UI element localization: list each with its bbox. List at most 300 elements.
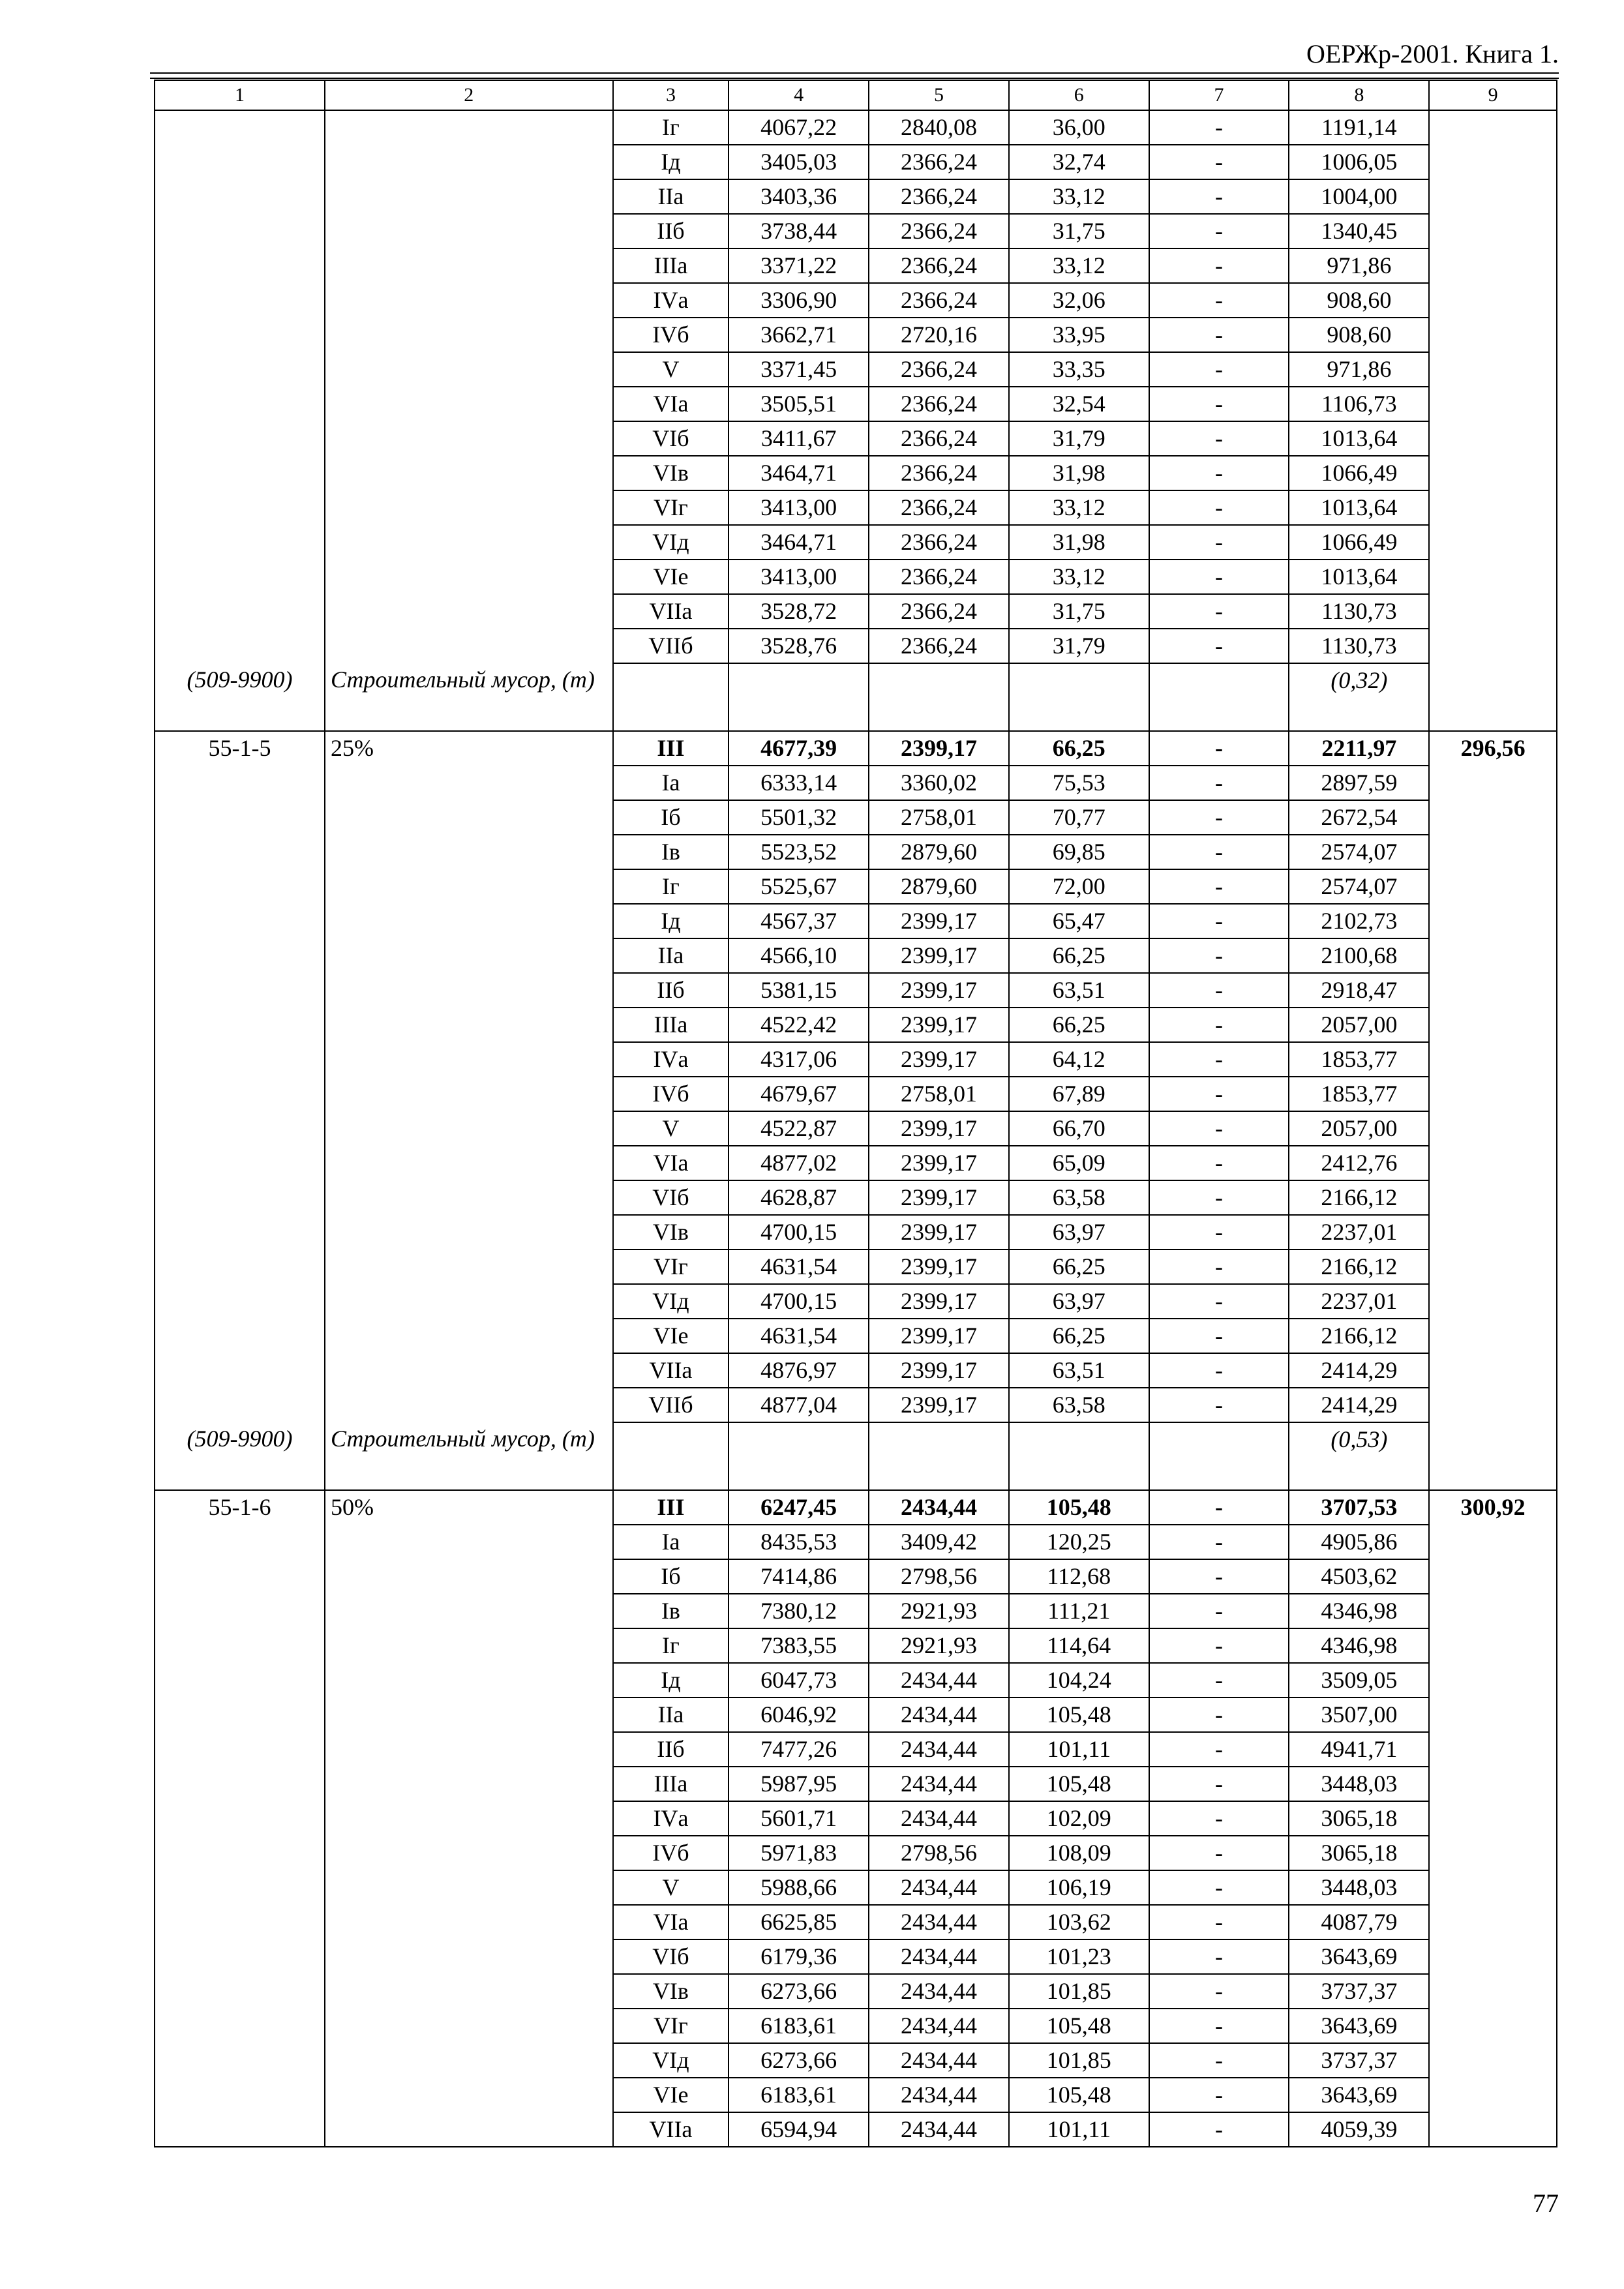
table-row	[155, 1939, 1557, 1974]
wage-cell	[869, 663, 1009, 731]
labor-cell	[1429, 1870, 1557, 1905]
zone-cell	[613, 1422, 729, 1490]
total-cell: 1340,45	[1289, 214, 1429, 248]
machine-cell: 31,79	[1009, 629, 1149, 663]
zone-cell: Iа	[613, 1525, 729, 1559]
zone-cell: VIг	[613, 1249, 729, 1284]
wage-cell: 3360,02	[869, 766, 1009, 800]
wage-cell: 2758,01	[869, 800, 1009, 835]
direct-cost-cell: 5381,15	[729, 973, 869, 1008]
machine-cell: 66,25	[1009, 1319, 1149, 1353]
wage-cell: 2399,17	[869, 1249, 1009, 1284]
materials-cell: -	[1149, 318, 1289, 352]
labor-cell	[1429, 629, 1557, 663]
labor-cell	[1429, 1008, 1557, 1042]
labor-cell: 296,56	[1429, 731, 1557, 766]
description-cell	[325, 110, 613, 145]
wage-cell: 2366,24	[869, 387, 1009, 421]
zone-cell: VIд	[613, 525, 729, 560]
wage-cell: 2399,17	[869, 1146, 1009, 1180]
materials-cell: -	[1149, 1732, 1289, 1767]
direct-cost-cell: 7414,86	[729, 1559, 869, 1594]
total-cell: 4346,98	[1289, 1628, 1429, 1663]
wage-cell: 2366,24	[869, 525, 1009, 560]
zone-cell: VIв	[613, 1974, 729, 2009]
materials-cell: -	[1149, 283, 1289, 318]
materials-cell: -	[1149, 1353, 1289, 1388]
machine-cell: 105,48	[1009, 1490, 1149, 1525]
wage-cell: 2366,24	[869, 456, 1009, 490]
zone-cell: VIг	[613, 490, 729, 525]
total-cell: 4059,39	[1289, 2112, 1429, 2147]
table-row	[155, 1698, 1557, 1732]
zone-cell: VIе	[613, 2078, 729, 2112]
labor-cell	[1429, 248, 1557, 283]
total-cell: 2414,29	[1289, 1388, 1429, 1422]
labor-cell	[1429, 1353, 1557, 1388]
machine-cell: 32,54	[1009, 387, 1149, 421]
zone-cell: VIд	[613, 2043, 729, 2078]
total-cell: 2100,68	[1289, 938, 1429, 973]
page-header	[150, 38, 1559, 70]
header-rule-bottom	[150, 78, 1559, 79]
labor-cell	[1429, 1077, 1557, 1111]
description-cell	[325, 2043, 613, 2078]
labor-cell	[1429, 145, 1557, 179]
direct-cost-cell: 3662,71	[729, 318, 869, 352]
wage-cell: 2434,44	[869, 1801, 1009, 1836]
code-cell	[155, 1180, 325, 1215]
wage-cell: 2399,17	[869, 1388, 1009, 1422]
zone-cell: Iд	[613, 145, 729, 179]
total-cell: 908,60	[1289, 318, 1429, 352]
labor-cell	[1429, 352, 1557, 387]
table-row	[155, 352, 1557, 387]
machine-cell: 104,24	[1009, 1663, 1149, 1698]
code-cell	[155, 1628, 325, 1663]
code-cell	[155, 352, 325, 387]
machine-cell: 106,19	[1009, 1870, 1149, 1905]
direct-cost-cell: 4522,87	[729, 1111, 869, 1146]
materials-cell: -	[1149, 1077, 1289, 1111]
labor-cell	[1429, 560, 1557, 594]
description-cell	[325, 1525, 613, 1559]
total-cell: 1066,49	[1289, 456, 1429, 490]
total-cell: 4905,86	[1289, 1525, 1429, 1559]
table-row	[155, 248, 1557, 283]
description-cell	[325, 456, 613, 490]
labor-cell	[1429, 973, 1557, 1008]
materials-cell: -	[1149, 1663, 1289, 1698]
description-cell	[325, 2112, 613, 2147]
zone-cell: IVа	[613, 283, 729, 318]
description-cell	[325, 2009, 613, 2043]
code-cell: (509-9900)	[155, 663, 325, 731]
direct-cost-cell: 5525,67	[729, 869, 869, 904]
code-cell	[155, 1559, 325, 1594]
description-cell	[325, 1215, 613, 1249]
zone-cell: IIб	[613, 973, 729, 1008]
labor-cell	[1429, 904, 1557, 938]
machine-cell: 70,77	[1009, 800, 1149, 835]
machine-cell	[1009, 663, 1149, 731]
wage-cell: 2366,24	[869, 594, 1009, 629]
table-row	[155, 629, 1557, 663]
zone-cell: VIа	[613, 1146, 729, 1180]
machine-cell: 31,98	[1009, 456, 1149, 490]
direct-cost-cell: 3371,22	[729, 248, 869, 283]
code-cell	[155, 938, 325, 973]
wage-cell: 2434,44	[869, 1767, 1009, 1801]
zone-cell: IIб	[613, 1732, 729, 1767]
code-cell	[155, 1111, 325, 1146]
wage-cell: 2399,17	[869, 973, 1009, 1008]
description-cell	[325, 1594, 613, 1628]
code-cell	[155, 835, 325, 869]
table-row	[155, 1146, 1557, 1180]
table-row	[155, 1525, 1557, 1559]
labor-cell	[1429, 387, 1557, 421]
table-row	[155, 145, 1557, 179]
code-cell	[155, 869, 325, 904]
table-row	[155, 1284, 1557, 1319]
table-row	[155, 560, 1557, 594]
wage-cell: 2921,93	[869, 1594, 1009, 1628]
description-cell	[325, 1628, 613, 1663]
total-cell: 1191,14	[1289, 110, 1429, 145]
total-cell: 2057,00	[1289, 1008, 1429, 1042]
code-cell	[155, 456, 325, 490]
wage-cell: 2758,01	[869, 1077, 1009, 1111]
table-row	[155, 1388, 1557, 1422]
labor-cell	[1429, 110, 1557, 145]
materials-cell	[1149, 663, 1289, 731]
table-body	[155, 110, 1557, 2147]
description-cell	[325, 1732, 613, 1767]
wage-cell: 2434,44	[869, 2043, 1009, 2078]
direct-cost-cell: 4631,54	[729, 1319, 869, 1353]
labor-cell	[1429, 1974, 1557, 2009]
description-cell	[325, 1180, 613, 1215]
materials-cell: -	[1149, 456, 1289, 490]
wage-cell: 2366,24	[869, 283, 1009, 318]
total-cell: 1130,73	[1289, 629, 1429, 663]
code-cell	[155, 1215, 325, 1249]
zone-cell: IIа	[613, 179, 729, 214]
wage-cell: 2879,60	[869, 869, 1009, 904]
materials-cell: -	[1149, 938, 1289, 973]
code-cell	[155, 629, 325, 663]
direct-cost-cell: 3464,71	[729, 525, 869, 560]
labor-cell	[1429, 800, 1557, 835]
wage-cell: 2399,17	[869, 938, 1009, 973]
total-cell: (0,53)	[1289, 1422, 1429, 1490]
description-cell	[325, 800, 613, 835]
direct-cost-cell: 6046,92	[729, 1698, 869, 1732]
description-cell	[325, 1319, 613, 1353]
labor-cell	[1429, 1284, 1557, 1319]
code-cell	[155, 1939, 325, 1974]
wage-cell: 2434,44	[869, 2112, 1009, 2147]
zone-cell: Iв	[613, 835, 729, 869]
table-row	[155, 110, 1557, 145]
zone-cell: Iв	[613, 1594, 729, 1628]
direct-cost-cell: 5971,83	[729, 1836, 869, 1870]
labor-cell: 300,92	[1429, 1490, 1557, 1525]
zone-cell: Iг	[613, 869, 729, 904]
zone-cell: Iд	[613, 904, 729, 938]
direct-cost-cell: 4679,67	[729, 1077, 869, 1111]
machine-cell: 66,70	[1009, 1111, 1149, 1146]
code-cell	[155, 560, 325, 594]
materials-cell	[1149, 1422, 1289, 1490]
materials-cell: -	[1149, 731, 1289, 766]
machine-cell: 103,62	[1009, 1905, 1149, 1939]
machine-cell: 65,09	[1009, 1146, 1149, 1180]
direct-cost-cell: 3413,00	[729, 560, 869, 594]
total-cell: 1004,00	[1289, 179, 1429, 214]
total-cell: 2237,01	[1289, 1284, 1429, 1319]
description-cell	[325, 145, 613, 179]
description-cell	[325, 835, 613, 869]
description-cell	[325, 1939, 613, 1974]
direct-cost-cell: 3464,71	[729, 456, 869, 490]
labor-cell	[1429, 1767, 1557, 1801]
code-cell	[155, 145, 325, 179]
machine-cell: 101,85	[1009, 1974, 1149, 2009]
zone-cell: VIIа	[613, 1353, 729, 1388]
materials-cell: -	[1149, 1042, 1289, 1077]
description-cell	[325, 766, 613, 800]
table-row	[155, 1836, 1557, 1870]
zone-cell: VIб	[613, 1939, 729, 1974]
table-row	[155, 1732, 1557, 1767]
code-cell	[155, 1698, 325, 1732]
labor-cell	[1429, 663, 1557, 731]
machine-cell: 63,58	[1009, 1388, 1149, 1422]
labor-cell	[1429, 2009, 1557, 2043]
zone-cell: IIа	[613, 938, 729, 973]
code-cell	[155, 1525, 325, 1559]
direct-cost-cell: 3371,45	[729, 352, 869, 387]
zone-cell: VIIа	[613, 2112, 729, 2147]
total-cell: 4941,71	[1289, 1732, 1429, 1767]
wage-cell: 2879,60	[869, 835, 1009, 869]
labor-cell	[1429, 1732, 1557, 1767]
table-row	[155, 904, 1557, 938]
table-row	[155, 869, 1557, 904]
description-cell	[325, 1801, 613, 1836]
zone-cell: Iб	[613, 1559, 729, 1594]
materials-cell: -	[1149, 1628, 1289, 1663]
direct-cost-cell: 5987,95	[729, 1767, 869, 1801]
labor-cell	[1429, 1180, 1557, 1215]
table-row	[155, 283, 1557, 318]
labor-cell	[1429, 1042, 1557, 1077]
machine-cell: 105,48	[1009, 2078, 1149, 2112]
materials-cell: -	[1149, 629, 1289, 663]
direct-cost-cell: 4522,42	[729, 1008, 869, 1042]
labor-cell	[1429, 1215, 1557, 1249]
total-cell: 2211,97	[1289, 731, 1429, 766]
direct-cost-cell: 3505,51	[729, 387, 869, 421]
wage-cell: 2434,44	[869, 2009, 1009, 2043]
machine-cell: 69,85	[1009, 835, 1149, 869]
materials-cell: -	[1149, 421, 1289, 456]
total-cell: 2166,12	[1289, 1180, 1429, 1215]
zone-cell: Iг	[613, 110, 729, 145]
total-cell: 908,60	[1289, 283, 1429, 318]
total-cell: 1130,73	[1289, 594, 1429, 629]
machine-cell: 111,21	[1009, 1594, 1149, 1628]
zone-cell: IVа	[613, 1801, 729, 1836]
machine-cell: 63,58	[1009, 1180, 1149, 1215]
code-cell	[155, 766, 325, 800]
direct-cost-cell: 4067,22	[729, 110, 869, 145]
zone-cell	[613, 663, 729, 731]
table-row	[155, 490, 1557, 525]
direct-cost-cell: 8435,53	[729, 1525, 869, 1559]
machine-cell: 33,12	[1009, 490, 1149, 525]
table-row	[155, 1801, 1557, 1836]
labor-cell	[1429, 421, 1557, 456]
wage-cell: 2921,93	[869, 1628, 1009, 1663]
table-row	[155, 1490, 1557, 1525]
materials-cell: -	[1149, 490, 1289, 525]
description-cell	[325, 1249, 613, 1284]
labor-cell	[1429, 1905, 1557, 1939]
code-cell	[155, 1974, 325, 2009]
wage-cell: 2366,24	[869, 248, 1009, 283]
machine-cell: 66,25	[1009, 731, 1149, 766]
description-cell	[325, 1974, 613, 2009]
description-cell: 50%	[325, 1490, 613, 1525]
direct-cost-cell: 3528,76	[729, 629, 869, 663]
materials-cell: -	[1149, 800, 1289, 835]
materials-cell: -	[1149, 179, 1289, 214]
table-row	[155, 2009, 1557, 2043]
direct-cost-cell: 6273,66	[729, 2043, 869, 2078]
description-cell	[325, 1698, 613, 1732]
zone-cell: Iг	[613, 1628, 729, 1663]
table-row	[155, 387, 1557, 421]
direct-cost-cell: 4877,04	[729, 1388, 869, 1422]
table-row	[155, 1594, 1557, 1628]
description-cell	[325, 1042, 613, 1077]
direct-cost-cell: 4317,06	[729, 1042, 869, 1077]
direct-cost-cell: 5988,66	[729, 1870, 869, 1905]
zone-cell: VIе	[613, 1319, 729, 1353]
total-cell: 2102,73	[1289, 904, 1429, 938]
zone-cell: IIIа	[613, 1767, 729, 1801]
table-row	[155, 938, 1557, 973]
direct-cost-cell: 6183,61	[729, 2009, 869, 2043]
machine-cell: 105,48	[1009, 1698, 1149, 1732]
machine-cell: 108,09	[1009, 1836, 1149, 1870]
code-cell	[155, 800, 325, 835]
materials-cell: -	[1149, 1111, 1289, 1146]
table-row	[155, 766, 1557, 800]
direct-cost-cell: 6625,85	[729, 1905, 869, 1939]
total-cell: 3643,69	[1289, 2009, 1429, 2043]
wage-cell: 2399,17	[869, 731, 1009, 766]
description-cell	[325, 1077, 613, 1111]
header-rule-top	[150, 72, 1559, 74]
description-cell	[325, 1559, 613, 1594]
description-cell	[325, 525, 613, 560]
materials-cell: -	[1149, 2078, 1289, 2112]
wage-cell: 2366,24	[869, 629, 1009, 663]
description-cell	[325, 387, 613, 421]
machine-cell: 105,48	[1009, 1767, 1149, 1801]
materials-cell: -	[1149, 1767, 1289, 1801]
total-cell: 4087,79	[1289, 1905, 1429, 1939]
machine-cell: 101,23	[1009, 1939, 1149, 1974]
column-number: 8	[1289, 80, 1429, 110]
wage-cell: 2434,44	[869, 1490, 1009, 1525]
description-cell	[325, 283, 613, 318]
table-row	[155, 1767, 1557, 1801]
total-cell: 2414,29	[1289, 1353, 1429, 1388]
materials-cell: -	[1149, 594, 1289, 629]
machine-cell: 65,47	[1009, 904, 1149, 938]
total-cell: 1006,05	[1289, 145, 1429, 179]
zone-cell: VIIб	[613, 629, 729, 663]
labor-cell	[1429, 594, 1557, 629]
description-cell	[325, 629, 613, 663]
table-row	[155, 1249, 1557, 1284]
total-cell: 1106,73	[1289, 387, 1429, 421]
total-cell: 2237,01	[1289, 1215, 1429, 1249]
direct-cost-cell: 4567,37	[729, 904, 869, 938]
machine-cell: 66,25	[1009, 1008, 1149, 1042]
code-cell	[155, 283, 325, 318]
labor-cell	[1429, 1698, 1557, 1732]
machine-cell: 33,12	[1009, 560, 1149, 594]
machine-cell: 114,64	[1009, 1628, 1149, 1663]
waste-row	[155, 1422, 1557, 1490]
code-cell	[155, 214, 325, 248]
labor-cell	[1429, 318, 1557, 352]
table-row	[155, 1008, 1557, 1042]
column-number: 5	[869, 80, 1009, 110]
labor-cell	[1429, 1422, 1557, 1490]
direct-cost-cell: 4631,54	[729, 1249, 869, 1284]
wage-cell: 2434,44	[869, 1939, 1009, 1974]
table-row	[155, 1180, 1557, 1215]
labor-cell	[1429, 835, 1557, 869]
labor-cell	[1429, 869, 1557, 904]
machine-cell: 63,51	[1009, 1353, 1149, 1388]
zone-cell: V	[613, 1111, 729, 1146]
wage-cell: 2399,17	[869, 1042, 1009, 1077]
table-row	[155, 800, 1557, 835]
description-cell	[325, 1905, 613, 1939]
direct-cost-cell: 4876,97	[729, 1353, 869, 1388]
total-cell: 2057,00	[1289, 1111, 1429, 1146]
table-row	[155, 214, 1557, 248]
total-cell: 3643,69	[1289, 2078, 1429, 2112]
table-row	[155, 1559, 1557, 1594]
wage-cell: 2399,17	[869, 1111, 1009, 1146]
zone-cell: IIб	[613, 214, 729, 248]
direct-cost-cell: 4700,15	[729, 1284, 869, 1319]
zone-cell: V	[613, 1870, 729, 1905]
code-cell	[155, 248, 325, 283]
table-row	[155, 2078, 1557, 2112]
labor-cell	[1429, 525, 1557, 560]
code-cell	[155, 1284, 325, 1319]
